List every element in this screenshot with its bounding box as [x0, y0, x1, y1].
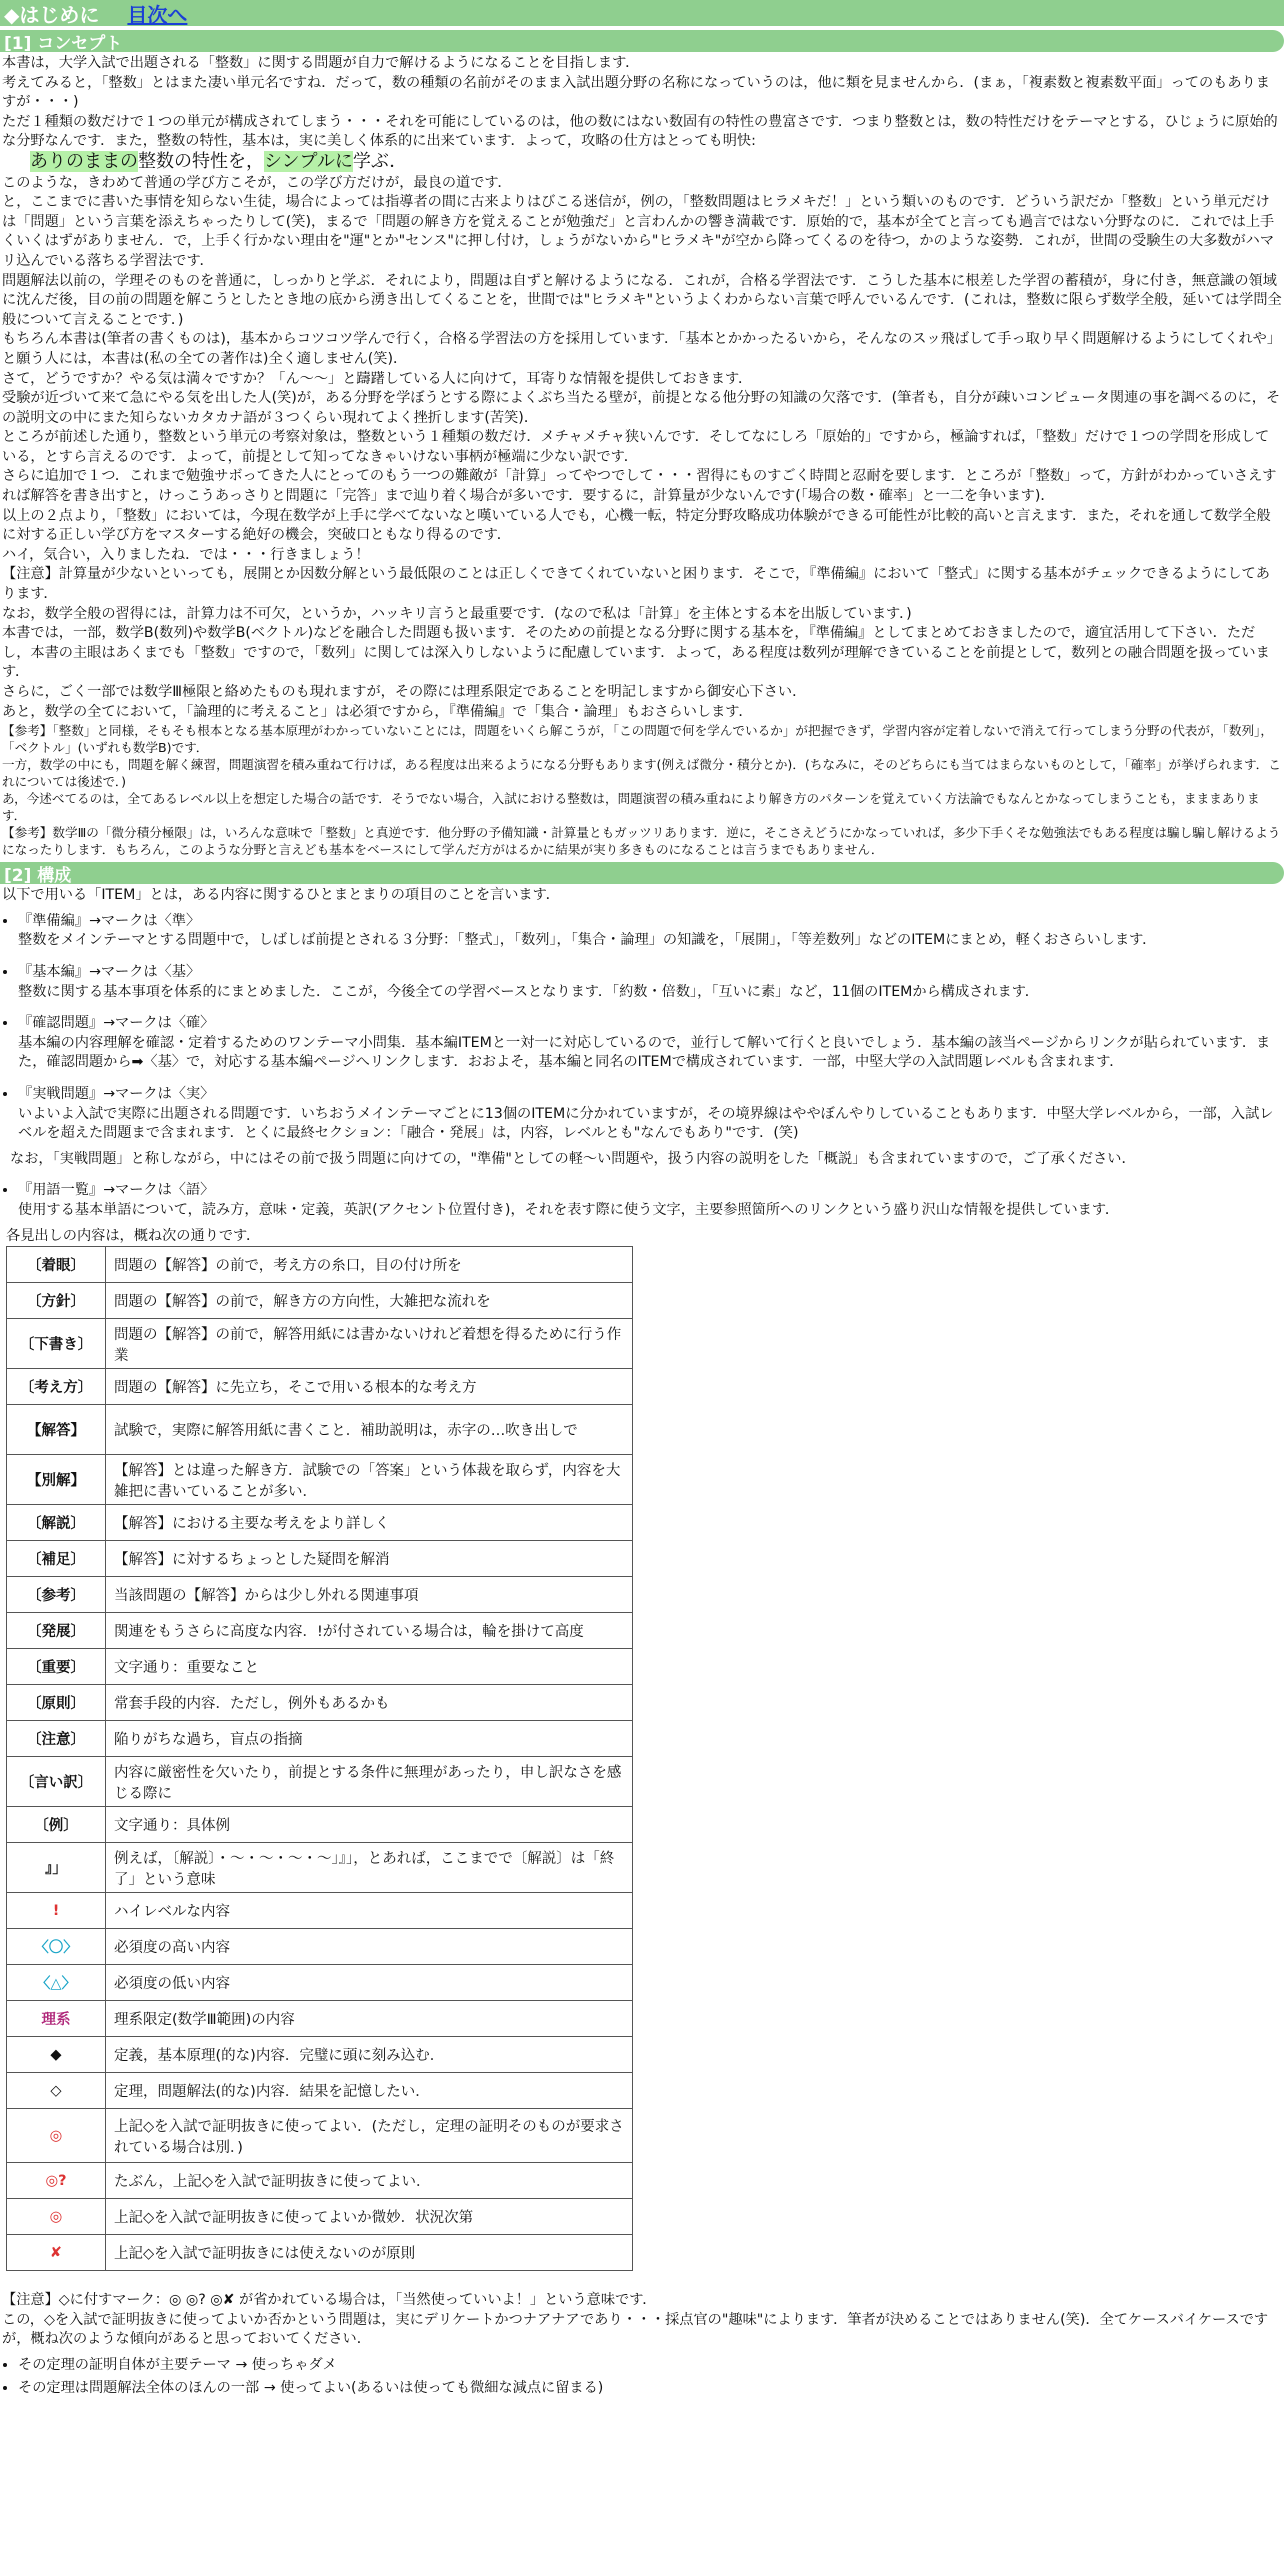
legend-row	[7, 1369, 633, 1405]
paragraph: 受験が近づいて来て急にやる気を出した人(笑)が，ある分野を学ぼうとする際によくぶち当たる壁が，前提となる他分野の知識の欠落です．(筆者も，自分が疎いコンピュータ関連の事を調べるのに，その説明文の中にまた知らないカタカナ語が３つくらい現れてよく挫折します(苦笑)．	[2, 390, 1281, 426]
legend-value: 定義，基本原理(的な)内容．完璧に頭に刻み込む．	[106, 2037, 633, 2073]
legend-value: 上記◇を入試で証明抜きに使ってよい．(ただし，定理の証明そのものが要求されている場合は別．)	[106, 2109, 633, 2163]
concept-body	[0, 54, 1284, 858]
item-body: 整数をメインテーマとする問題中で，しばしば前提とされる３分野：「整式」，「数列」，「集合・論理」の知識を，「展開」，「等差数列」などのITEMにまとめ，軽くおさらいします．	[18, 932, 1157, 949]
note-small: 【参考】「整数」と同様，そもそも根本となる基本原理がわかっていないことには，問題をいくら解こうが，「この問題で何を学んでいるか」が把握できず，学習内容が定着しないで消えて行ってしまう分野の代表が，「数列」，「ベクトル」(いずれも数学B)です．	[2, 723, 1273, 756]
paragraph: 【注意】計算量が少ないといっても，展開とか因数分解という最低限のことは正しくできてくれていないと困ります．そこで，『準備編』において「整式」に関する基本がチェックできるようにしてあります．	[2, 566, 1270, 603]
legend-value: 文字通り：重要なこと	[106, 1649, 633, 1685]
legend-value: 常套手段的内容．ただし，例外もあるかも	[106, 1685, 633, 1721]
legend-table	[6, 1246, 633, 2271]
legend-key: 〔例〕	[7, 1807, 106, 1843]
legend-value: たぶん，上記◇を入試で証明抜きに使ってよい．	[106, 2163, 633, 2199]
slogan: ありのままの整数の特性を，シンプルに学ぶ．	[30, 150, 408, 172]
list-item: • その定理の証明自体が主要テーマ → 使っちゃダメ	[18, 2356, 1284, 2376]
legend-row	[7, 1613, 633, 1649]
legend-row	[7, 1247, 633, 1283]
section-header-structure: [2] 構成	[0, 862, 1284, 884]
structure-intro: 以下で用いる「ITEM」とは，ある内容に関するひとまとまりの項目のことを言います．	[2, 887, 560, 904]
legend-key: 』」	[7, 1843, 106, 1893]
legend-value: 陥りがちな過ち，盲点の指摘	[106, 1721, 633, 1757]
legend-value: 理系限定(数学Ⅲ範囲)の内容	[106, 2001, 633, 2037]
section-header-concept: [1] コンセプト	[0, 30, 1284, 52]
legend-row	[7, 2163, 633, 2199]
legend-row	[7, 1929, 633, 1965]
item-head: • 『用語一覧』→マークは〈語〉	[18, 1182, 215, 1199]
legend-row	[7, 1505, 633, 1541]
legend-row	[7, 2235, 633, 2271]
paragraph: 問題解法以前の，学理そのものを普通に，しっかりと学ぶ．それにより，問題は自ずと解けるようになる．これが，合格る学習法です．こうした基本に根差した学習の蓄積が，身に付き，無意識の領域に沈んだ後，目の前の問題を解こうとしたとき地の底から湧き出してくることを，世間では"ヒラメキ"というよくわからない言葉で呼んでいるんです．(これは，整数に限らず数学全般，延いては学問全般について言えることです．)	[2, 272, 1282, 328]
paragraph: ところが前述した通り，整数という単元の考察対象は，整数という１種類の数だけ．メチャメチャ狭いんです．そしてなにしろ「原始的」ですから，極論すれば，「整数」だけで１つの学問を形成している，とすら言えるのです．よって，前提として知ってなきゃいけない事柄が極端に少ない訳です．	[2, 429, 1270, 465]
paragraph: 考えてみると，「整数」とはまた凄い単元名ですね．だって，数の種類の名前がそのまま入試出題分野の名称になっていうのは，他に類を見ませんから．(まぁ，「複素数と複素数平面」ってのもありますが・・・)	[2, 74, 1270, 111]
legend-row	[7, 2037, 633, 2073]
legend-row	[7, 2001, 633, 2037]
legend-value: 内容に厳密性を欠いたり，前提とする条件に無理があったり，申し訳なさを感じる際に	[106, 1757, 633, 1807]
item-body: 整数に関する基本事項を体系的にまとめました．ここが，今後全ての学習ベースとなります．「約数・倍数」，「互いに素」など，11個のITEMから構成されます．	[18, 983, 1039, 1000]
legend-key: 〔考え方〕	[7, 1369, 106, 1405]
legend-value: 【解答】における主要な考えをより詳しく	[106, 1505, 633, 1541]
item-head: • 『準備編』→マークは〈準〉	[18, 912, 201, 929]
item-head: • 『基本編』→マークは〈基〉	[18, 963, 201, 980]
legend-key: 〈△〉	[7, 1965, 106, 2001]
list-item: • その定理は問題解法全体のほんの一部 → 使ってよい(あるいは使っても微細な減点に留まる)	[18, 2379, 1284, 2399]
legend-value: 【解答】に対するちょっとした疑問を解消	[106, 1541, 633, 1577]
list-item	[18, 963, 1284, 1002]
legend-row	[7, 1843, 633, 1893]
list-item	[18, 1014, 1284, 1073]
list-item	[18, 1085, 1284, 1144]
legend-row	[7, 1541, 633, 1577]
toc-link[interactable]: 目次へ	[127, 2, 188, 27]
paragraph: あと，数学の全てにおいて，「論理的に考えること」は必須ですから，『準備編』で「集合・論理」もおさらいします．	[2, 703, 753, 720]
footer-note: この，◇を入試で証明抜きに使ってよいか否かという問題は，実にデリケートかつナアナアであり・・・採点官の"趣味"によります．筆者が決めることではありません(笑)．全てケースバイケースですが，概ね次のような傾向があると思っておいてください．	[2, 2311, 1269, 2348]
paragraph: 本書では，一部，数学B(数列)や数学B(ベクトル)などを融合した問題も扱います．そのための前提となる分野に関する基本を，『準備編』としてまとめておきましたので，適宜活用して下さい．ただし，本書の主眼はあくまでも「整数」ですので，「数列」に関しては深入りしないように配慮しています．よって，ある程度は数列が理解できていることを前提として，数列との融合問題を扱っています．	[2, 625, 1270, 681]
legend-row	[7, 2073, 633, 2109]
legend-key: !	[7, 1893, 106, 1929]
legend-row	[7, 1283, 633, 1319]
legend-value: 当該問題の【解答】からは少し外れる関連事項	[106, 1577, 633, 1613]
legend-value: 上記◇を入試で証明抜きには使えないのが原則	[106, 2235, 633, 2271]
legend-key: 〔原則〕	[7, 1685, 106, 1721]
list-item	[18, 912, 1284, 951]
paragraph: このような，きわめて普通の学び方こそが，この学び方だけが，最良の道です．	[2, 174, 512, 191]
legend-key: 〔方針〕	[7, 1283, 106, 1319]
legend-key: 〔補足〕	[7, 1541, 106, 1577]
legend-key: 〈〇〉	[7, 1929, 106, 1965]
legend-key: 〔下書き〕	[7, 1319, 106, 1369]
note-small: 【参考】数学Ⅲの「微分積分極限」は，いろんな意味で「整数」と真逆です．他分野の予備知識・計算量ともガッツリあります．逆に，そこさえどうにかなっていれば，多少下手くそな勉強法でもある程度は騙し騙し解けるようになったりします．もちろん，このような分野と言えども基本をベースにして学んだ方がはるかに結果が実り多きものになることは言うまでもありません．	[2, 825, 1281, 858]
note-small: あ，今述べてるのは，全てあるレベル以上を想定した場合の話です．そうでない場合，入試における整数は，問題演習の積み重ねにより解き方のパターンを覚えていく方法論でもなんとかなってしまうことも，まままあります．	[2, 791, 1260, 824]
glossary-list	[0, 1181, 1284, 1220]
legend-key: 〔重要〕	[7, 1649, 106, 1685]
legend-value: 文字通り：具体例	[106, 1807, 633, 1843]
paragraph: さらに，ごく一部では数学Ⅲ極限と絡めたものも現れますが，その際には理系限定であることを明記しますから御安心下さい．	[2, 684, 807, 700]
legend-key: 〔解説〕	[7, 1505, 106, 1541]
legend-row	[7, 1577, 633, 1613]
legend-key: 〔発展〕	[7, 1613, 106, 1649]
legend-value: 必須度の高い内容	[106, 1929, 633, 1965]
legend-value: 【解答】とは違った解き方．試験での「答案」という体裁を取らず，内容を大雑把に書いていることが多い．	[106, 1455, 633, 1505]
item-body: いよいよ入試で実際に出題される問題です．いちおうメインテーマごとに13個のITEMに分かれていますが，その境界線はややぼんやりしていることもあります．中堅大学レベルから，一部，入試レベルを超えた問題まで含まれます．とくに最終セクション：「融合・発展」は，内容，レベルとも"なんでもあり"です．(笑)	[18, 1105, 1274, 1142]
legend-row	[7, 1721, 633, 1757]
list-item	[18, 1181, 1284, 1220]
footer-note: 【注意】◇に付すマーク：◎ ◎? ◎✘ が省かれている場合は，「当然使っていいよ！」という意味です．	[2, 2292, 657, 2309]
legend-value: 問題の【解答】に先立ち，そこで用いる根本的な考え方	[106, 1369, 633, 1405]
legend-row	[7, 1455, 633, 1505]
legend-value: ハイレベルな内容	[106, 1893, 633, 1929]
top-bar	[0, 0, 1284, 26]
legend-row	[7, 1757, 633, 1807]
legend-value: 問題の【解答】の前で，解答用紙には書かないけれど着想を得るために行う作業	[106, 1319, 633, 1369]
structure-note: なお，「実戦問題」と称しながら，中にはその前で扱う問題に向けての，"準備"としての軽～い問題や，扱う内容の説明をした「概説」も含まれていますので，ご了承ください．	[10, 1150, 1136, 1167]
paragraph: もちろん本書は(筆者の書くものは)，基本からコツコツ学んで行く，合格る学習法の方を採用しています．「基本とかかったるいから，そんなのスッ飛ばして手っ取り早く問題解けるようにしてくれや」と願う人には，本書は(私の全ての著作は)全く適しません(笑)．	[2, 331, 1282, 367]
paragraph: さらに追加で１つ．これまで勉強サボってきた人にとってのもう一つの難敵が「計算」ってやつでして・・・習得にものすごく時間と忍耐を要します．ところが「整数」って，方針がわかっていさえすれば解答を書き出すと，けっこうあっさりと問題に「完答」まで辿り着く場合が多いです．要するに，計算量が少ないんです(「場合の数・確率」と一二を争います)．	[2, 468, 1277, 505]
paragraph: ハイ，気合い，入りましたね．では・・・行きましょう！	[2, 546, 370, 563]
paragraph: と，ここまでに書いた事情を知らない生徒，場合によっては指導者の間に古来よりはびこる迷信が，例の，「整数問題はヒラメキだ！」という類いのものです．どういう訳だか「整数」という単元だけは「問題」という言葉を添えちゃったりして(笑)，まるで「問題の解き方を覚えることが勉強だ」と言わんかの響き満載です．原始的で，基本が全てと言っても過言ではない分野なのに．これでは上手くいくはずがありません．で，上手く行かない理由を"運"とか"センス"に押し付け，しょうがないから"ヒラメキ"が空から降ってくるのを待つ，かのような姿勢．これが，世間の受験生の大多数がハマリ込んでいる落ちる学習法です．	[2, 194, 1275, 269]
legend-value: 必須度の低い内容	[106, 1965, 633, 2001]
legend-intro: 各見出しの内容は，概ね次の通りです．	[6, 1227, 261, 1244]
legend-row	[7, 1807, 633, 1843]
paragraph: さて，どうですか？やる気は満々ですか？「ん～～」と躊躇している人に向けて，耳寄りな情報を提供しておきます．	[2, 370, 753, 387]
legend-row	[7, 1649, 633, 1685]
legend-row	[7, 1965, 633, 2001]
legend-row	[7, 2199, 633, 2235]
legend-value: 問題の【解答】の前で，解き方の方向性，大雑把な流れを	[106, 1283, 633, 1319]
paragraph: ただ１種類の数だけで１つの単元が構成されてしまう・・・それを可能にしているのは，他の数にはない数固有の特性の豊富さです．つまり整数とは，数の特性だけをテーマとする，ひじょうに原始的な分野なんです．また，整数の特性，基本は，実に美しく体系的に出来ています．よって，攻略の仕方はとっても明快:	[2, 113, 1278, 150]
legend-key: ◆	[7, 2037, 106, 2073]
legend-key: ◎	[7, 2199, 106, 2235]
legend-key: 〔言い訳〕	[7, 1757, 106, 1807]
legend-key: 〔注意〕	[7, 1721, 106, 1757]
legend-key: 【別解】	[7, 1455, 106, 1505]
legend-row	[7, 1685, 633, 1721]
legend-key: ◇	[7, 2073, 106, 2109]
legend-value: 関連をもうさらに高度な内容．!が付されている場合は，輪を掛けて高度	[106, 1613, 633, 1649]
legend-key: ◎	[7, 2109, 106, 2163]
legend-value: 定理，問題解法(的な)内容．結果を記憶したい．	[106, 2073, 633, 2109]
legend-key: ◎?	[7, 2163, 106, 2199]
item-head: • 『確認問題』→マークは〈確〉	[18, 1015, 215, 1032]
item-body: 基本編の内容理解を確認・定着するためのワンテーマ小問集．基本編ITEMと一対一に対応しているので，並行して解いて行くと良いでしょう．基本編の該当ページからリンクが貼られています．また，確認問題から➡〈基〉で，対応する基本編ページへリンクします．おおよそ，基本編と同名のITEMで構成されています．一部，中堅大学の入試問題レベルも含まれます．	[18, 1034, 1271, 1071]
legend-value: 問題の【解答】の前で，考え方の糸口，目の付け所を	[106, 1247, 633, 1283]
legend-value: 例えば，〔解説〕・～・～・～・～」』」，とあれば，ここまでで〔解説〕は「終了」という意味	[106, 1843, 633, 1893]
paragraph: 本書は，大学入試で出題される「整数」に関する問題が自力で解けるようになることを目指します．	[2, 55, 640, 71]
legend-key: 理系	[7, 2001, 106, 2037]
legend-key: 〔参考〕	[7, 1577, 106, 1613]
legend-key: 〔着眼〕	[7, 1247, 106, 1283]
legend-row	[7, 2109, 633, 2163]
paragraph: 以上の２点より，「整数」においては，今現在数学が上手に学べてないなと嘆いている人でも，心機一転，特定分野攻略成功体験ができる可能性が比較的高いと言えます．また，それを通して数学全般に対する正しい学び方をマスターする絶好の機会，突破口ともなり得るのです．	[2, 507, 1271, 544]
legend-value: 上記◇を入試で証明抜きに使ってよいか微妙．状況次第	[106, 2199, 633, 2235]
footer-bullets	[0, 2356, 1284, 2399]
legend-key: ✘	[7, 2235, 106, 2271]
page-title: ◆はじめに	[4, 2, 100, 27]
paragraph: なお，数学全般の習得には，計算力は不可欠，というか，ハッキリ言うと最重要です．(なので私は「計算」を主体とする本を出版しています．)	[2, 605, 912, 622]
legend-row	[7, 1405, 633, 1455]
note-small: 一方，数学の中にも，問題を解く練習，問題演習を積み重ねて行けば，ある程度は出来るようになる分野もあります(例えば微分・積分とか)．(ちなみに，そのどちらにも当てはまらないものとして，「確率」が挙げられます．これについては後述で．)	[2, 757, 1281, 790]
legend-value: 試験で，実際に解答用紙に書くこと．補助説明は，赤字の…吹き出しで	[106, 1405, 633, 1455]
legend-row	[7, 1319, 633, 1369]
legend-row	[7, 1893, 633, 1929]
part-list	[0, 912, 1284, 1144]
legend-key: 【解答】	[7, 1405, 106, 1455]
item-body: 使用する基本単語について，読み方，意味・定義，英訳(アクセント位置付き)，それを表す際に使う文字，主要参照箇所へのリンクという盛り沢山な情報を提供しています．	[18, 1201, 1120, 1218]
item-head: • 『実戦問題』→マークは〈実〉	[18, 1085, 215, 1102]
